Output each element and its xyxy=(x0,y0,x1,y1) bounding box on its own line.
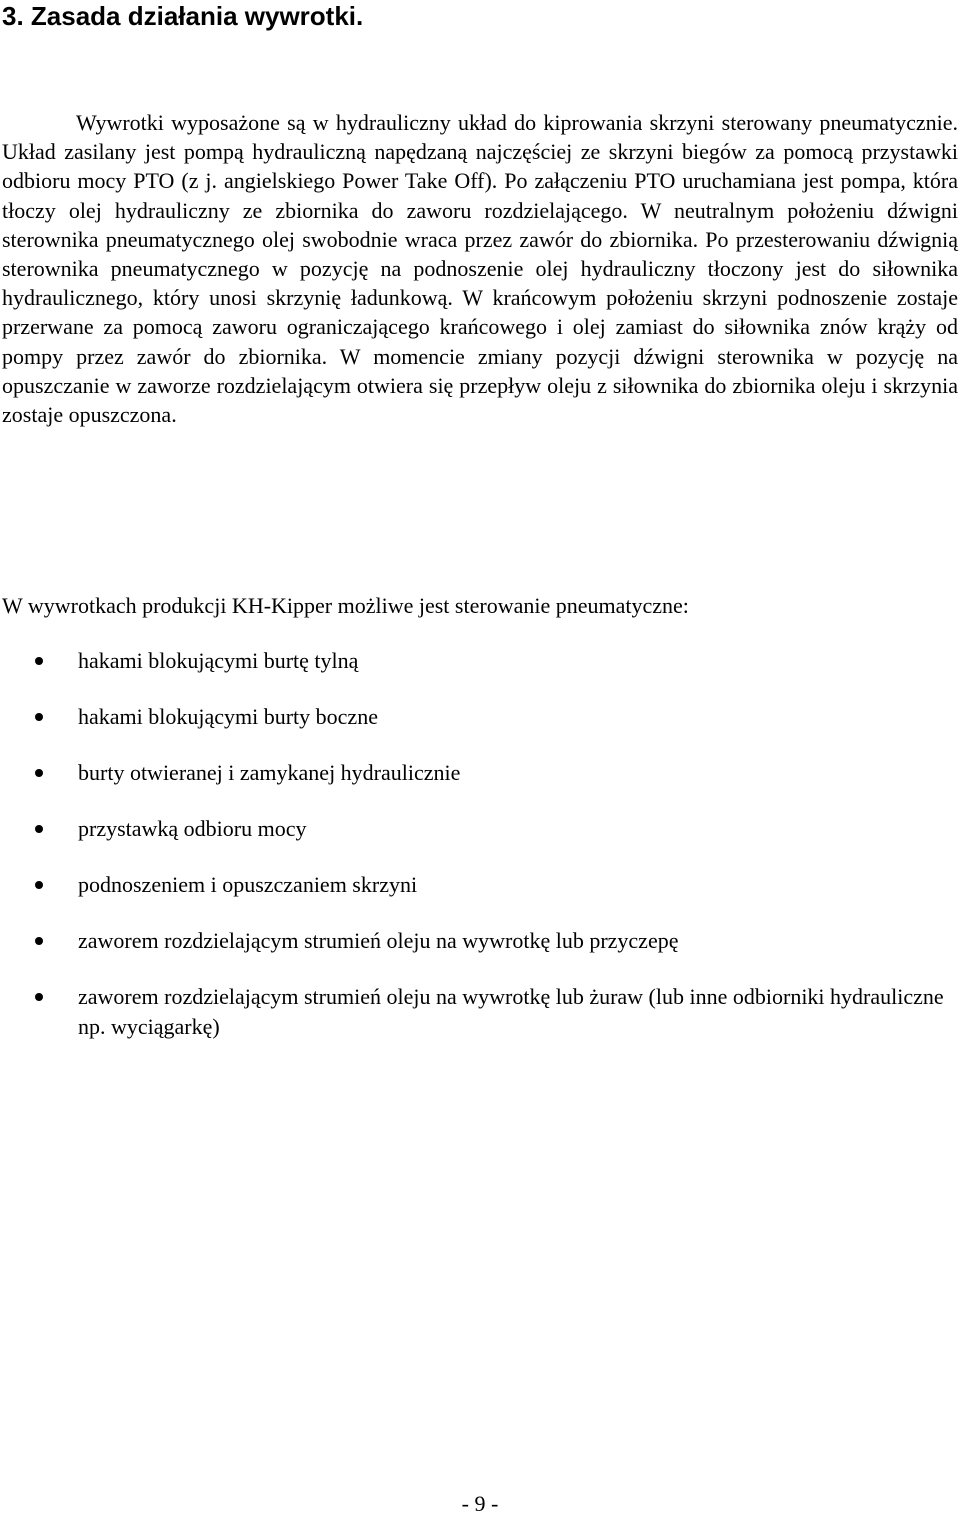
list-item xyxy=(0,646,948,676)
list-item-text: burty otwieranej i zamykanej hydraulicznie xyxy=(78,760,461,785)
list-item-text: zaworem rozdzielającym strumień oleju na wywrotkę lub żuraw (lub inne odbiorniki hydrauliczne np. wyciągarkę) xyxy=(78,984,944,1039)
body-paragraph: Wywrotki wyposażone są w hydrauliczny układ do kiprowania skrzyni sterowany pneumatycznie. Układ zasilany jest pompą hydrauliczną napędzaną najczęściej ze skrzyni biegów za pomocą przystawki odbioru mocy PTO (z j. angielskiego Power Take Off). Po załączeniu PTO uruchamiana jest pompa, która tłoczy olej hydrauliczny ze zbiornika do zaworu rozdzielającego. W neutralnym położeniu dźwigni sterownika pneumatycznego olej swobodnie wraca przez zawór do zbiornika. Po przesterowaniu dźwignią sterownika pneumatycznego w pozycję na podnoszenie olej hydrauliczny tłoczony jest do siłownika hydraulicznego, który unosi skrzynię ładunkową. W krańcowym położeniu skrzyni podnoszenie zostaje przerwane za pomocą zaworu ograniczającego krańcowego i olej zamiast do siłownika znów krąży od pompy przez zawór do zbiornika. W momencie zmiany pozycji dźwigni sterownika w pozycję na opuszczanie w zaworze rozdzielającym otwiera się przepływ oleju z siłownika do zbiornika oleju i skrzynia zostaje opuszczona. xyxy=(2,110,958,428)
list-intro: W wywrotkach produkcji KH-Kipper możliwe jest sterowanie pneumatyczne: xyxy=(2,593,689,618)
bullet-icon xyxy=(35,657,43,665)
list-item-text: przystawką odbioru mocy xyxy=(78,816,307,841)
control-options-list xyxy=(0,646,960,1068)
list-item-text: zaworem rozdzielającym strumień oleju na wywrotkę lub przyczepę xyxy=(78,928,679,953)
bullet-icon xyxy=(35,881,43,889)
bullet-icon xyxy=(35,937,43,945)
list-item xyxy=(0,702,948,732)
list-item-text: hakami blokującymi burty boczne xyxy=(78,704,378,729)
bullet-icon xyxy=(35,825,43,833)
bullet-icon xyxy=(35,713,43,721)
section-heading: 3. Zasada działania wywrotki. xyxy=(2,1,364,31)
list-item xyxy=(0,758,948,788)
list-item xyxy=(0,814,948,844)
page-number: - 9 - xyxy=(461,1491,499,1516)
bullet-icon xyxy=(35,993,43,1001)
bullet-icon xyxy=(35,769,43,777)
list-item-text: hakami blokującymi burtę tylną xyxy=(78,648,359,673)
list-item xyxy=(0,870,948,900)
list-item xyxy=(0,926,948,956)
list-item xyxy=(0,982,948,1042)
list-item-text: podnoszeniem i opuszczaniem skrzyni xyxy=(78,872,418,897)
